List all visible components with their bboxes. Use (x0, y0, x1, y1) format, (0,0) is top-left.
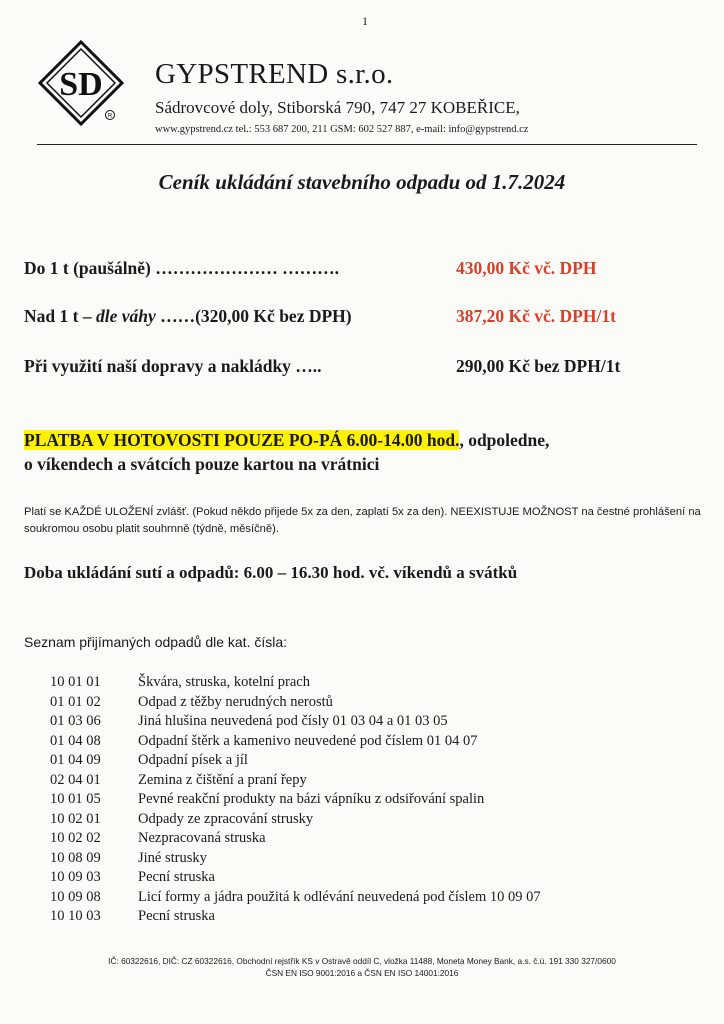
company-address: Sádrovcové doly, Stiborská 790, 747 27 KOBEŘICE, (155, 98, 520, 117)
list-item (50, 849, 541, 869)
list-item (50, 810, 541, 830)
list-item (50, 868, 541, 888)
waste-name: Pevné reakční produkty na bázi vápníku z odsiřování spalin (138, 791, 485, 807)
waste-code: 10 01 05 (50, 791, 101, 807)
waste-code: 10 08 09 (50, 849, 101, 866)
footer (0, 955, 724, 979)
waste-name: Škvára, struska, kotelní prach (138, 674, 310, 690)
waste-code: 01 01 02 (50, 693, 101, 710)
waste-code: 01 03 06 (50, 713, 101, 729)
payment-highlight: PLATBA V HOTOVOSTI POUZE PO-PÁ 6.00-14.00 hod. (24, 430, 460, 450)
waste-name: Pecní struska (138, 908, 215, 924)
list-item (50, 712, 541, 732)
list-item (50, 732, 541, 752)
footer-certifications: ČSN EN ISO 9001:2016 a ČSN EN ISO 14001:2016 (265, 968, 459, 978)
waste-name: Zemina z čištění a praní řepy (138, 771, 307, 788)
header-divider (37, 144, 697, 145)
company-logo (38, 40, 124, 126)
price-value-over-1t: 387,20 Kč vč. DPH/1t (456, 306, 616, 326)
price-value-up-to-1t: 430,00 Kč vč. DPH (456, 258, 597, 278)
waste-name: Jiná hlušina neuvedená pod čísly 01 03 04 a 01 03 05 (138, 713, 448, 729)
list-item (50, 907, 541, 927)
price-label-over-1t-pre: Nad 1 t – (24, 306, 96, 326)
document-title: Ceník ukládání stavebního odpadu od 1.7.2024 (158, 170, 566, 194)
footer-company-registration: IČ: 60322616, DIČ: CZ 60322616, Obchodní rejstřík KS v Ostravě oddíl C, vložka 11488, Moneta Money Bank, a.s. č.ú. 191 330 327/0600 (108, 956, 616, 966)
waste-code: 10 01 01 (50, 674, 101, 690)
price-label-transport: Při využití naší dopravy a nakládky ….. (24, 356, 322, 376)
payment-rest: , odpoledne, (459, 430, 550, 450)
list-item (50, 829, 541, 849)
waste-name: Jiné strusky (138, 849, 207, 866)
company-contact: www.gypstrend.cz tel.: 553 687 200, 211 GSM: 602 527 887, e-mail: info@gypstrend.cz (155, 124, 529, 135)
price-label-over-1t-italic: dle váhy (95, 306, 156, 326)
waste-name: Pecní struska (138, 869, 215, 885)
waste-code: 01 04 09 (50, 752, 101, 768)
list-item (50, 751, 541, 771)
price-label-over-1t-post: ……(320,00 Kč bez DPH) (155, 306, 352, 326)
waste-code: 10 09 03 (50, 869, 101, 885)
waste-name: Odpadní písek a jíl (138, 752, 248, 768)
waste-name: Odpadní štěrk a kamenivo neuvedené pod číslem 01 04 07 (138, 732, 478, 749)
waste-code: 10 09 08 (50, 888, 101, 905)
payment-info (24, 428, 549, 476)
list-item (50, 693, 541, 713)
payment-line2: o víkendech a svátcích pouze kartou na vrátnici (24, 454, 380, 474)
waste-code: 10 10 03 (50, 908, 101, 924)
svg-text:R: R (107, 113, 113, 120)
list-item (50, 790, 541, 810)
waste-code: 01 04 08 (50, 732, 101, 749)
waste-code: 02 04 01 (50, 771, 101, 788)
opening-hours: Doba ukládání sutí a odpadů: 6.00 – 16.30 hod. vč. víkendů a svátků (24, 563, 518, 582)
logo-text: SD (59, 66, 103, 103)
waste-list (50, 673, 541, 927)
list-item (50, 888, 541, 908)
price-label-over-1t (24, 306, 352, 327)
list-item (50, 771, 541, 791)
waste-code: 10 02 01 (50, 810, 101, 827)
waste-name: Odpady ze zpracování strusky (138, 810, 314, 827)
waste-name: Odpad z těžby nerudných nerostů (138, 693, 333, 710)
list-item (50, 673, 541, 693)
waste-name: Nezpracovaná struska (138, 830, 266, 846)
waste-code: 10 02 02 (50, 830, 101, 846)
page-number: 1 (362, 14, 368, 28)
price-value-transport: 290,00 Kč bez DPH/1t (456, 356, 621, 376)
payment-note: Platí se KAŽDÉ ULOŽENÍ zvlášť. (Pokud někdo přijede 5x za den, zaplatí 5x za den). NEEXISTUJE MOŽNOST na čestné prohlášení na soukromou osobu platit souhrnně (týdně, měsíčně). (24, 506, 701, 535)
waste-list-heading: Seznam přijímaných odpadů dle kat. čísla: (24, 634, 288, 650)
waste-name: Licí formy a jádra použitá k odlévání neuvedená pod číslem 10 09 07 (138, 888, 541, 905)
price-label-up-to-1t: Do 1 t (paušálně) ………………… ………. (24, 258, 340, 278)
company-name: GYPSTREND s.r.o. (155, 58, 394, 90)
